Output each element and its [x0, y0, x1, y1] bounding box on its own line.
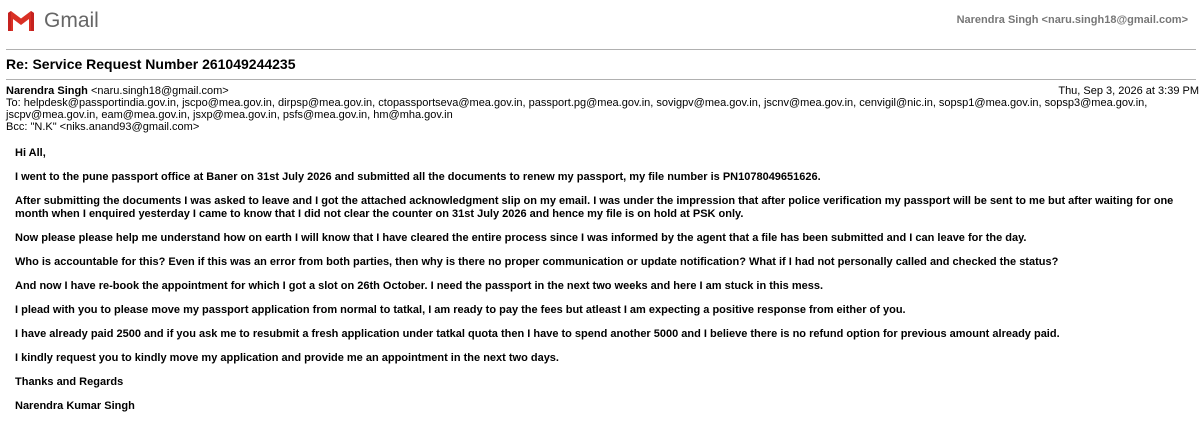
- bcc-label: Bcc:: [6, 121, 28, 133]
- body-paragraph: Thanks and Regards: [15, 376, 124, 388]
- body-paragraph: I kindly request you to kindly move my application and provide me an appointment in the next two days.: [15, 352, 559, 364]
- body-paragraph: Now please please help me understand how on earth I will know that I have cleared the entire process since I was informed by the agent that a file has been submitted and I can leave for the day.: [15, 232, 1027, 244]
- gmail-logo[interactable]: [6, 8, 99, 34]
- body-paragraph: Hi All,: [15, 147, 46, 159]
- body-paragraph: And now I have re-book the appointment for which I got a slot on 26th October. I need the passport in the next two weeks and here I am stuck in this mess.: [15, 280, 824, 292]
- message-body: [15, 147, 1185, 424]
- sender-name: Narendra Singh: [6, 85, 88, 97]
- bcc-recipients: "N.K" <niks.anand93@gmail.com>: [30, 121, 200, 133]
- sender-email: <naru.singh18@gmail.com>: [90, 85, 229, 97]
- message-date: Thu, Sep 3, 2026 at 3:39 PM: [1058, 85, 1199, 97]
- account-name: Narendra Singh <naru.singh18@gmail.com>: [956, 14, 1188, 26]
- to-recipients: helpdesk@passportindia.gov.in, jscpo@mea.gov.in, dirpsp@mea.gov.in, ctopassportseva@mea.gov.in, passport.pg@mea.gov.in, sovigpv@mea.gov.in, jscnv@mea.gov.in, cenvigil@nic.in, sopsp1@mea.gov.in, sopsp3@mea.gov.in, jscpv@mea.gov.in, eam@mea.gov.in, jsxp@mea.gov.in, psfs@mea.gov.in, hm@mha.gov.in: [6, 97, 1148, 121]
- divider: [6, 49, 1196, 50]
- gmail-m-logo-icon: [6, 10, 36, 32]
- email-subject: Re: Service Request Number 261049244235: [6, 56, 296, 72]
- signature: Narendra Kumar Singh: [15, 400, 135, 412]
- message-header: [6, 85, 1200, 133]
- to-label: To:: [6, 97, 21, 109]
- divider: [6, 79, 1196, 80]
- body-paragraph: Who is accountable for this? Even if this was an error from both parties, then why is there no proper communication or update notification? What if I had not personally called and checked the status?: [15, 256, 1059, 268]
- body-paragraph: I plead with you to please move my passport application from normal to tatkal, I am ready to pay the fees but atleast I am expecting a positive response from either of you.: [15, 304, 906, 316]
- logo-text: Gmail: [44, 9, 99, 32]
- body-paragraph: I have already paid 2500 and if you ask me to resubmit a fresh application under tatkal quota then I have to spend another 5000 and I believe there is no refund option for previous amount already paid.: [15, 328, 1060, 340]
- to-row: [6, 97, 1186, 121]
- from-row: [6, 85, 1200, 97]
- body-paragraph: I went to the pune passport office at Baner on 31st July 2026 and submitted all the documents to renew my passport, my file number is PN1078049651626.: [15, 171, 821, 183]
- bcc-row: [6, 121, 1200, 133]
- body-paragraph: After submitting the documents I was asked to leave and I got the attached acknowledgment slip on my email. I was under the impression that after police verification my passport will be sent to me but after waiting for one month when I enquired yesterday I came to know that I did not clear the counter on 31st July 2026 and hence my file is on hold at PSK only.: [15, 195, 1174, 220]
- top-bar: [0, 0, 1200, 44]
